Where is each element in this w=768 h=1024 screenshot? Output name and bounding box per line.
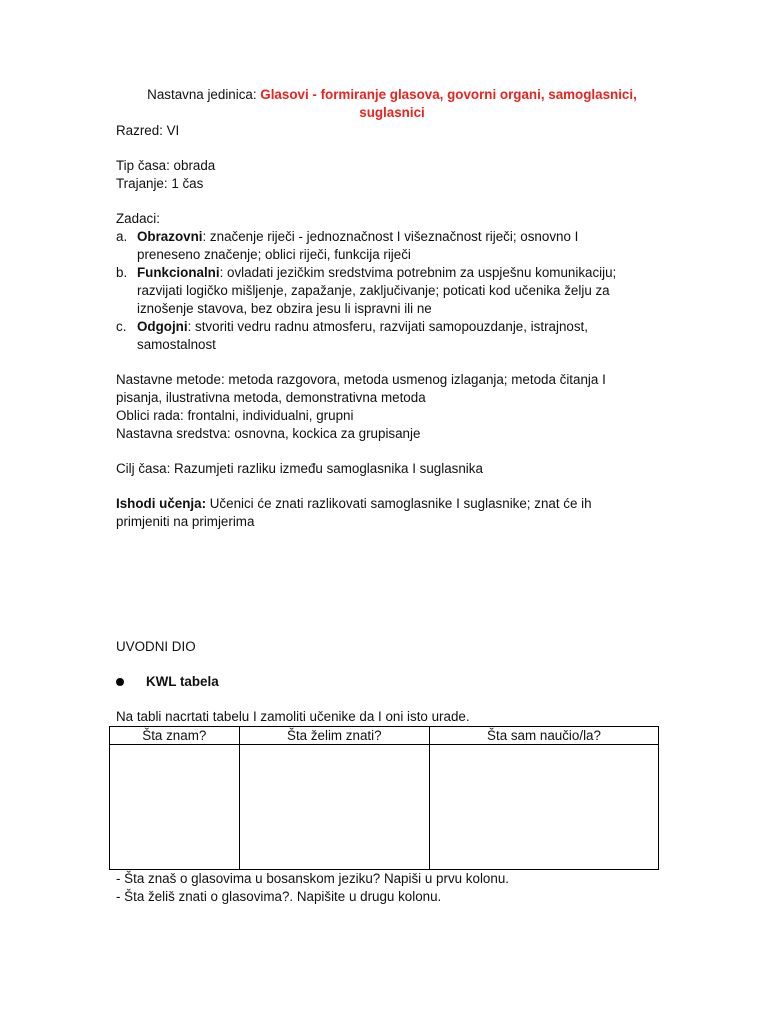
table-cell xyxy=(239,745,429,870)
title-prefix: Nastavna jedinica: xyxy=(147,87,261,102)
razred: Razred: VI xyxy=(116,123,180,138)
col-header-know: Šta znam? xyxy=(110,727,240,745)
bullet-icon xyxy=(116,678,124,686)
tip-casa: Tip časa: obrada xyxy=(116,158,216,173)
nastavna-sredstva: Nastavna sredstva: osnovna, kockica za grupisanje xyxy=(116,426,421,441)
zadaci-heading: Zadaci: xyxy=(116,211,160,226)
question-2: - Šta želiš znati o glasovima?. Napišite u drugu kolonu. xyxy=(116,889,442,904)
zadatak-item xyxy=(116,318,660,354)
spacer xyxy=(116,443,660,460)
table-cell xyxy=(429,745,658,870)
item-text: : značenje riječi - jednoznačnost I višeznačnost riječi; osnovno I xyxy=(202,229,579,244)
trajanje: Trajanje: 1 čas xyxy=(116,176,204,191)
item-label: Obrazovni xyxy=(137,229,203,244)
item-letter: b. xyxy=(116,265,128,280)
nastavne-metode: Nastavne metode: metoda razgovora, metoda usmenog izlaganja; metoda čitanja I pisanja, ilustrativna metoda, demonstrativna metoda xyxy=(116,372,606,405)
col-header-learned: Šta sam naučio/la? xyxy=(429,727,658,745)
ishodi-ucenja: Ishodi učenja: Učenici će znati razlikovati samoglasnike I suglasnike; znat će ih primjeniti na primjerima xyxy=(116,496,592,529)
item-label: Odgojni xyxy=(137,319,188,334)
zadatak-item xyxy=(116,264,660,318)
uvodni-dio-heading: UVODNI DIO xyxy=(116,639,196,654)
kwl-table xyxy=(109,726,659,870)
item-text-cont: samostalnost xyxy=(137,337,216,352)
kwl-bullet-row xyxy=(116,673,660,691)
title-topic-line2: suglasnici xyxy=(359,105,425,120)
question-1: - Šta znaš o glasovima u bosanskom jeziku? Napiši u prvu kolonu. xyxy=(116,871,509,886)
spacer xyxy=(116,354,660,371)
ishodi-label: Ishodi učenja: xyxy=(116,496,207,511)
kwl-instruction: Na tabli nacrtati tabelu I zamoliti učenike da I oni isto urade. xyxy=(116,709,470,724)
spacer xyxy=(116,691,660,708)
spacer xyxy=(116,656,660,673)
zadatak-item xyxy=(116,228,660,264)
col-header-want: Šta želim znati? xyxy=(239,727,429,745)
item-letter: a. xyxy=(116,229,128,244)
spacer xyxy=(116,140,660,157)
table-row xyxy=(110,745,659,870)
zadaci-list xyxy=(116,228,660,354)
spacer xyxy=(116,193,660,210)
item-text: : stvoriti vedru radnu atmosferu, razvijati samopouzdanje, istrajnost, xyxy=(187,319,588,334)
cilj-casa: Cilj časa: Razumjeti razliku između samoglasnika I suglasnika xyxy=(116,461,483,476)
spacer xyxy=(116,531,660,638)
item-letter: c. xyxy=(116,319,127,334)
lesson-title xyxy=(116,86,660,122)
oblici-rada: Oblici rada: frontalni, individualni, grupni xyxy=(116,408,354,423)
item-text-cont: iznošenje stavova, bez obzira jesu li ispravni ili ne xyxy=(137,301,432,316)
item-text-cont: razvijati logičko mišljenje, zapažanje, zaključivanje; poticati kod učenika želju za xyxy=(137,283,610,298)
item-label: Funkcionalni xyxy=(137,265,220,280)
title-topic-line1: Glasovi - formiranje glasova, govorni organi, samoglasnici, xyxy=(260,87,637,102)
table-cell xyxy=(110,745,240,870)
item-text-cont: preneseno značenje; oblici riječi, funkcija riječi xyxy=(137,247,411,262)
item-text: : ovladati jezičkim sredstvima potrebnim za uspješnu komunikaciju; xyxy=(219,265,617,280)
kwl-heading: KWL tabela xyxy=(146,674,219,689)
spacer xyxy=(116,478,660,495)
table-header-row xyxy=(110,727,659,745)
